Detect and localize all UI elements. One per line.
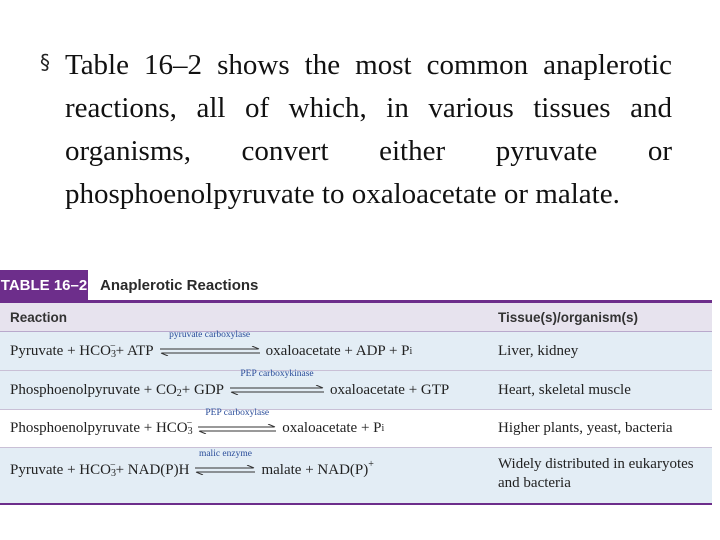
reactant-superscript: − [186,418,193,429]
reaction-arrow [158,330,262,363]
products: malate + NAD(P) [261,461,369,478]
product-subscript: i [409,345,413,357]
equilibrium-arrow-icon [228,385,326,395]
products: oxaloacetate + ADP + P [265,342,410,359]
table-heading [0,270,712,300]
enzyme-label: pyruvate carboxylase [169,330,251,340]
reactant-subscript: 3 [110,348,116,360]
equilibrium-arrow-icon [196,424,278,434]
reactants: Phosphoenolpyruvate + HCO [10,420,188,436]
reaction-arrow [228,369,326,402]
reactant-tail: + ATP [115,342,154,359]
table-number: TABLE 16–2 [0,270,88,300]
table-row [0,332,712,370]
equilibrium-arrow-icon [193,465,257,475]
tissue-cell: Widely distributed in eukaryotes and bacteria [498,456,694,491]
tissue-cell: Higher plants, yeast, bacteria [498,420,673,436]
product-superscript: + [368,458,374,470]
table-row [0,371,712,409]
table-title: Anaplerotic Reactions [100,276,259,294]
bullet-marker: § [40,50,50,74]
table-row [0,407,712,447]
reaction-equation [10,330,413,363]
anaplerotic-table [0,270,712,505]
column-header-reaction: Reaction [10,309,68,325]
reactants: Phosphoenolpyruvate + CO [10,381,177,398]
table-row [0,448,712,503]
products: oxaloacetate + GTP [330,381,450,398]
tissue-cell: Heart, skeletal muscle [498,381,631,398]
products: oxaloacetate + P [282,420,382,436]
product-subscript: i [381,423,385,434]
reactant-superscript: − [109,459,116,471]
bullet-text: Table 16–2 shows the most common anaplerotic reactions, all of which, in various tissues and organisms, convert either pyruvate or phosphoenolpyruvate to oxaloacetate or malate. [65,49,672,210]
enzyme-label: PEP carboxylase [205,407,270,418]
enzyme-label: malic enzyme [198,449,252,459]
tissue-cell: Liver, kidney [498,342,579,359]
reactants: Pyruvate + HCO [10,461,111,478]
reaction-arrow [193,449,257,482]
reaction-arrow [196,407,278,441]
bottom-rule [0,503,712,505]
reactant-subscript: 3 [110,467,116,479]
reactant-tail: + NAD(P)H [115,461,190,478]
reactant-subscript: 3 [187,426,193,437]
reactant-subscript: 2 [176,387,182,399]
reaction-equation [10,407,385,441]
equilibrium-arrow-icon [158,346,262,356]
reaction-equation [10,449,374,482]
reactant-superscript: − [109,340,116,352]
enzyme-label: PEP carboxykinase [240,369,314,379]
reactants: Pyruvate + HCO [10,342,111,359]
bullet-paragraph [40,44,672,216]
table-header-row [0,303,712,332]
column-header-tissue: Tissue(s)/organism(s) [498,309,639,325]
reactant-tail: + GDP [181,381,224,398]
reaction-equation [10,369,450,402]
